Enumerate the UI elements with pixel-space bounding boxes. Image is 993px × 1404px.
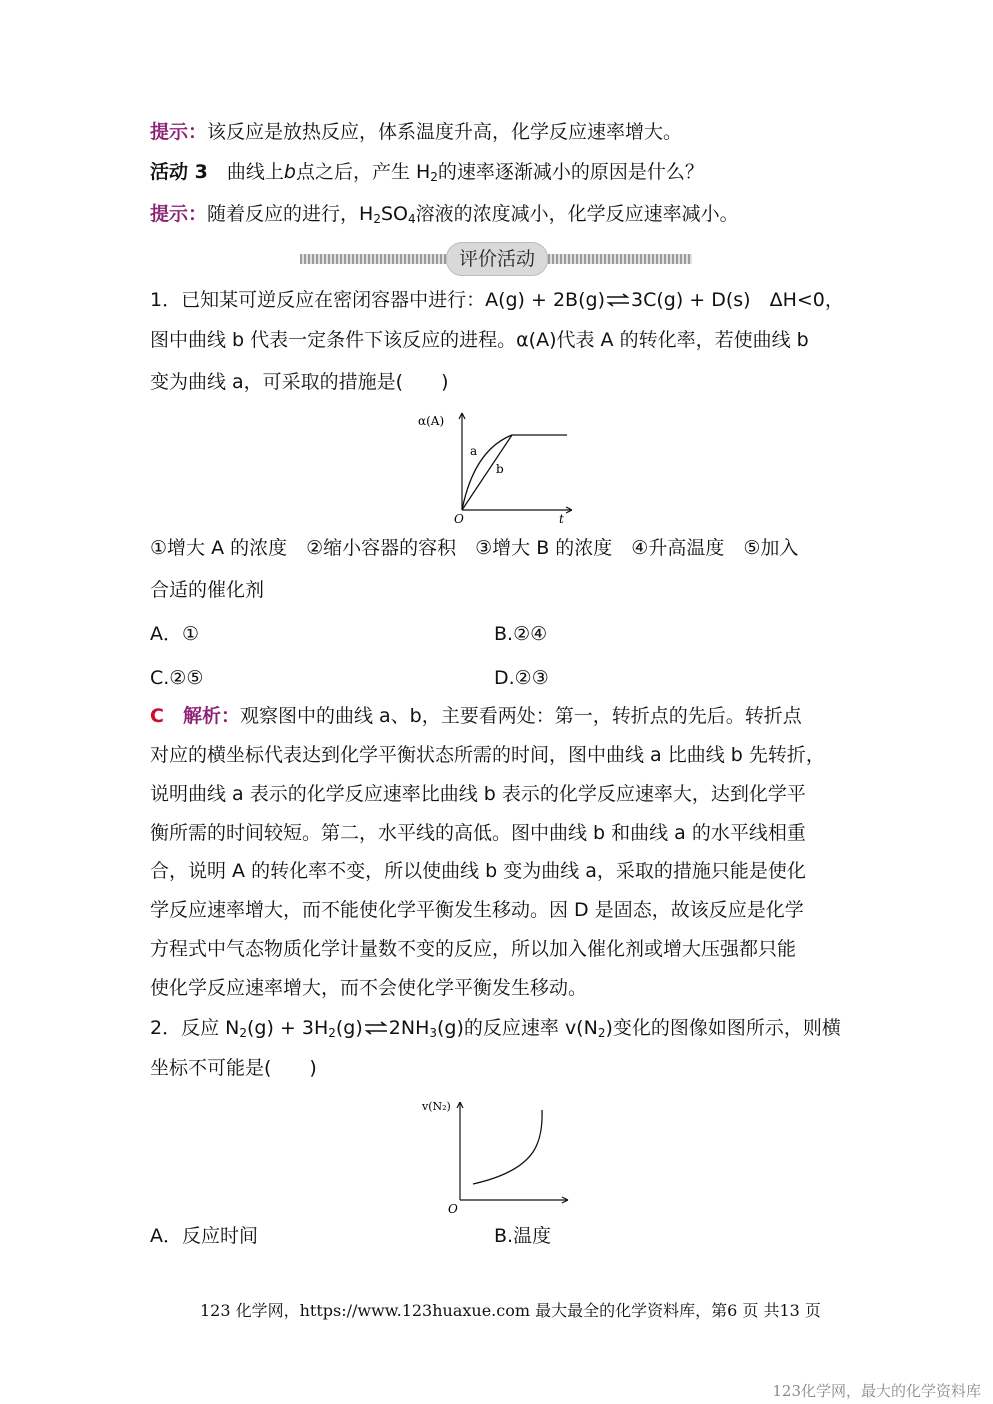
- analysis-line-3: 说明曲线 a 表示的化学反应速率比曲线 b 表示的化学反应速率大，达到化学平: [150, 783, 806, 805]
- reversible-arrow-icon: [363, 1020, 389, 1036]
- q2-line-2: 坐标不可能是( ): [150, 1057, 317, 1079]
- q1-line-2: 图中曲线 b 代表一定条件下该反应的进程。α(A)代表 A 的转化率，若使曲线 b: [150, 329, 809, 351]
- graph-ylabel: α(A): [418, 414, 445, 428]
- q2-choice-b: B.温度: [494, 1225, 552, 1247]
- graph2-origin: O: [448, 1202, 458, 1216]
- q1-options-2: 合适的催化剂: [150, 579, 265, 601]
- analysis-line-2: 对应的横坐标代表达到化学平衡状态所需的时间，图中曲线 a 比曲线 b 先转折，: [150, 744, 825, 766]
- analysis-line-7: 方程式中气态物质化学计量数不变的反应，所以加入催化剂或增大压强都只能: [150, 938, 797, 960]
- graph-xlabel: t: [559, 512, 564, 526]
- site-watermark: 123化学网，最大的化学资料库: [772, 1382, 981, 1400]
- q2-line-1: 2．反应 $N_2(g) + 3H_2(g)$ $2NH_3(g)$的反应速率 $v(N_2)$变化的图像如图所示，则横: [150, 1017, 841, 1040]
- hint-label: 提示：: [150, 121, 208, 143]
- analysis-line-6: 学反应速率增大，而不能使化学平衡发生移动。因 D 是固态，故该反应是化学: [150, 899, 804, 921]
- curve-a-label: a: [470, 444, 478, 458]
- curve-b: [462, 435, 567, 510]
- answer-letter: C: [150, 705, 164, 727]
- q1-choice-c: C.②⑤: [150, 667, 204, 689]
- reversible-arrow-icon: [605, 292, 631, 308]
- q1-line-3: 变为曲线 a，可采取的措施是( ): [150, 371, 449, 393]
- analysis-line-1: C 解析：观察图中的曲线 a、b，主要看两处：第一，转折点的先后。转折点: [150, 705, 802, 727]
- q1-line-1: 1．已知某可逆反应在密闭容器中进行：A(g) + 2B(g) 3C(g) + D(s) ΔH<0，: [150, 289, 844, 311]
- analysis-line-5: 合，说明 A 的转化率不变，所以使曲线 b 变为曲线 a，采取的措施只能是使化: [150, 860, 806, 882]
- hint-1: [150, 118, 682, 146]
- q1-options-1: ①增大 A 的浓度 ②缩小容器的容积 ③增大 B 的浓度 ④升高温度 ⑤加入: [150, 537, 799, 559]
- analysis-label: 解析：: [182, 705, 240, 727]
- banner-title: 评价活动: [446, 242, 548, 276]
- analysis-line-4: 衡所需的时间较短。第二，水平线的高低。图中曲线 b 和曲线 a 的水平线相重: [150, 822, 806, 844]
- hint-label: 提示：: [150, 203, 208, 225]
- activity-label: 活动 3: [150, 161, 208, 183]
- q2-choice-a: A．反应时间: [150, 1225, 258, 1247]
- rate-curve: [473, 1110, 542, 1184]
- analysis-line-8: 使化学反应速率增大，而不会使化学平衡发生移动。: [150, 977, 588, 999]
- graph2-ylabel: v(N₂): [422, 1100, 451, 1113]
- graph-origin: O: [454, 512, 464, 526]
- q1-choice-d: D.②③: [494, 667, 549, 689]
- q1-choice-a: A．①: [150, 623, 200, 645]
- page-footer: 123 化学网，https://www.123huaxue.com 最大最全的化学资料库，第6 页 共13 页: [200, 1301, 821, 1320]
- curve-b-label: b: [496, 462, 504, 476]
- hint-2: 提示：随着反应的进行，$H_2SO_4$溶液的浓度减小，化学反应速率减小。: [150, 203, 739, 226]
- activity-3-question: 活动 3 曲线上b点之后，产生 $H_2$的速率逐渐减小的原因是什么？: [150, 161, 704, 184]
- q1-choice-b: B.②④: [494, 623, 548, 645]
- section-banner: [300, 248, 692, 270]
- conversion-graph: [412, 405, 592, 530]
- hint-text: 该反应是放热反应，体系温度升高，化学反应速率增大。: [207, 121, 683, 143]
- rate-graph: [418, 1092, 578, 1217]
